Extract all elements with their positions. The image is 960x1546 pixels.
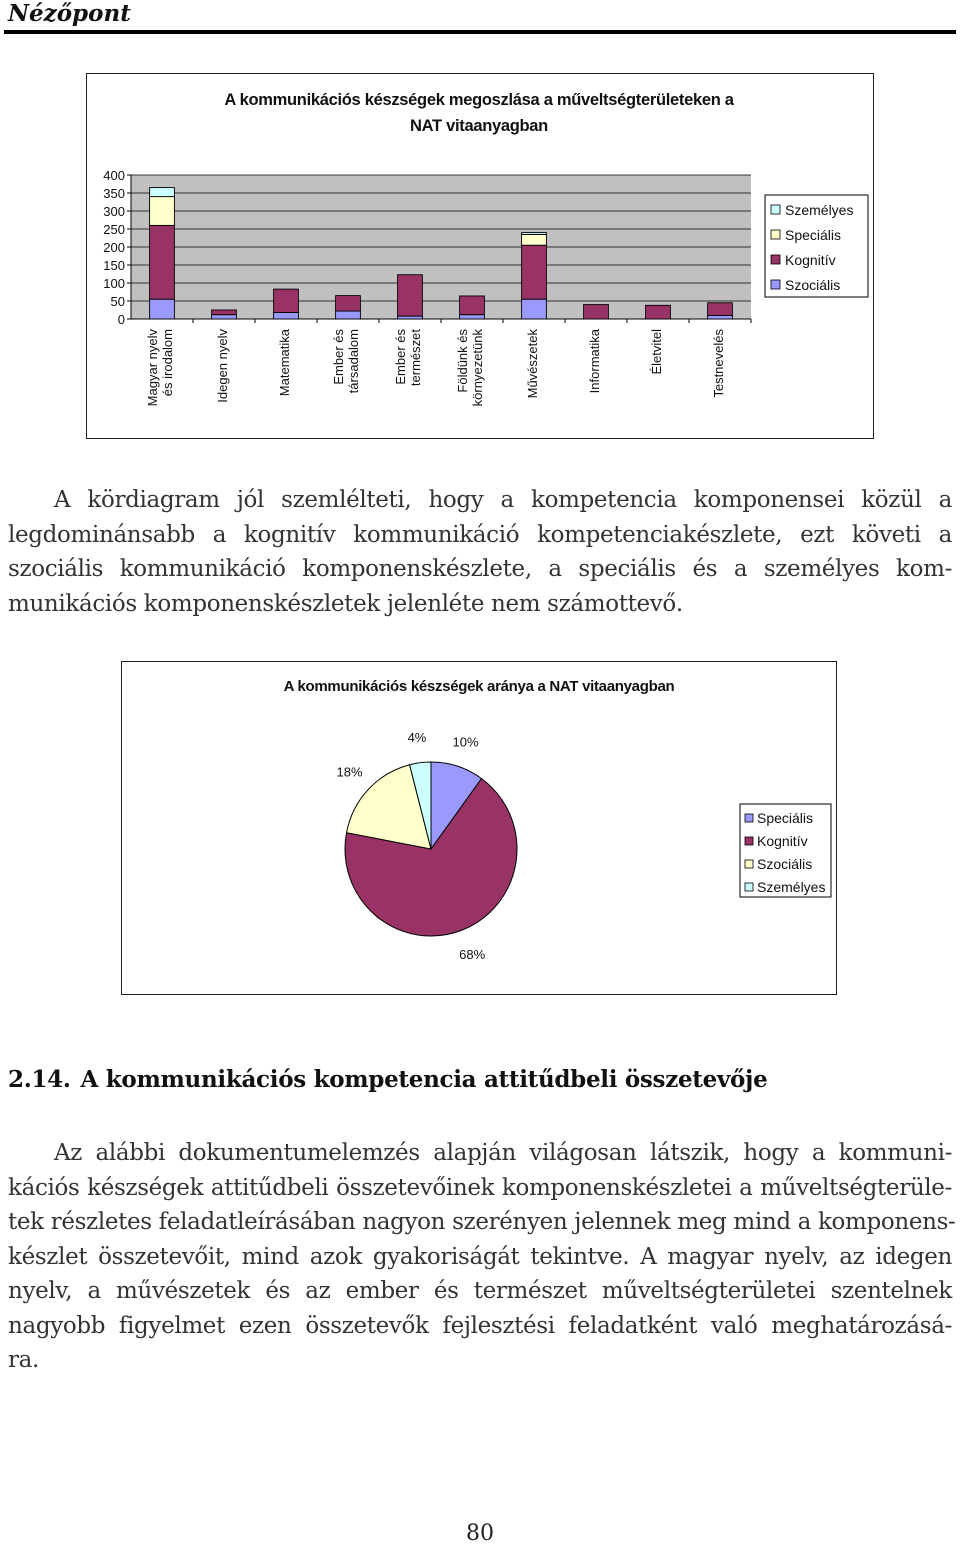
running-header-title: Nézőpont xyxy=(8,0,131,27)
paragraph-line: munikációs komponenskészletek jelenléte nem számottevő. xyxy=(8,590,683,617)
x-tick-label: környezetünk xyxy=(470,329,485,407)
pie-chart-title: A kommunikációs készségek aránya a NAT vitaanyagban xyxy=(283,678,675,695)
x-tick-label: Idegen nyelv xyxy=(215,329,230,403)
legend-label: Speciális xyxy=(785,227,842,243)
legend-label: Személyes xyxy=(757,879,826,895)
bar-segment xyxy=(212,315,237,319)
y-tick-label: 0 xyxy=(117,312,125,327)
y-tick-label: 100 xyxy=(103,276,125,291)
section-number: 2.14. xyxy=(8,1066,71,1093)
header-rule xyxy=(4,30,956,34)
pie-data-label: 4% xyxy=(407,729,427,745)
legend-swatch xyxy=(745,883,753,891)
legend-swatch xyxy=(745,814,753,822)
bar-segment xyxy=(708,303,733,316)
pie-chart-slices xyxy=(345,762,517,936)
paragraph-line: ra. xyxy=(8,1347,39,1373)
legend-label: Kognitív xyxy=(785,252,836,268)
bar-segment xyxy=(336,296,361,311)
legend-label: Kognitív xyxy=(757,833,808,849)
bar-segment xyxy=(646,305,671,319)
x-tick-label: Ember és xyxy=(393,329,408,385)
y-tick-label: 250 xyxy=(103,222,125,237)
pie-chart-legend xyxy=(740,804,831,897)
legend-swatch xyxy=(745,837,753,845)
paragraph-line: nagyobb figyelmet ezen összetevők fejlesztési feladatként való meghatározásá- xyxy=(8,1312,952,1339)
legend-label: Szociális xyxy=(785,277,841,293)
bar-segment xyxy=(708,315,733,319)
pie-data-label: 18% xyxy=(336,764,363,780)
bar-title-line: NAT vitaanyagban xyxy=(410,117,548,135)
legend-swatch xyxy=(771,230,780,239)
y-tick-label: 200 xyxy=(103,240,125,255)
bar-segment xyxy=(522,299,547,319)
legend-label: Szociális xyxy=(757,856,813,872)
bar-segment xyxy=(212,310,237,315)
paragraph-line: A kördiagram jól szemlélteti, hogy a kompetencia komponensei közül a xyxy=(54,487,952,513)
legend-label: Személyes xyxy=(785,202,854,218)
bar-segment xyxy=(522,245,547,299)
section-heading xyxy=(8,1066,777,1093)
paragraph-line: Az alábbi dokumentumelemzés alapján világosan látszik, hogy a kommuni- xyxy=(54,1140,952,1166)
paragraph-line: kációs készségek attitűdbeli összetevőinek komponenskészletei a műveltségterüle- xyxy=(8,1174,952,1201)
x-tick-label: természet xyxy=(408,329,423,387)
legend-swatch xyxy=(745,860,753,868)
pie-chart xyxy=(122,662,836,994)
legend-swatch xyxy=(771,205,780,214)
legend-label: Speciális xyxy=(757,810,814,826)
bar-segment xyxy=(336,311,361,319)
bar-segment xyxy=(522,233,547,235)
bar-chart-title xyxy=(224,91,734,135)
x-tick-label: társadalom xyxy=(346,329,361,394)
paragraph-line: nyelv, a művészetek és az ember és természet műveltségterületei szentelnek xyxy=(8,1278,952,1304)
bar-segment xyxy=(460,296,485,315)
bar-segment xyxy=(274,313,299,319)
x-tick-label: Ember és xyxy=(331,329,346,385)
paragraph-line: legdominánsabb a kognitív kommunikáció kompetenciakészlete, ezt követi a xyxy=(8,521,952,548)
paragraph-line: szociális kommunikáció komponenskészlete, a speciális és a személyes kom- xyxy=(8,556,952,582)
x-tick-label: Művészetek xyxy=(525,329,540,399)
y-tick-label: 150 xyxy=(103,258,125,273)
section-title: A kommunikációs kompetencia attitűdbeli összetevője xyxy=(80,1066,768,1093)
pie-chart-frame xyxy=(121,661,837,995)
bar-segment xyxy=(398,275,423,316)
y-tick-label: 300 xyxy=(103,204,125,219)
pie-data-label: 68% xyxy=(459,947,486,963)
page-number: 80 xyxy=(466,1521,494,1546)
bar-segment xyxy=(584,305,609,319)
bar-segment xyxy=(274,289,299,312)
paragraph-line: tek részletes feladatleírásában nagyon szerényen jelennek meg mind a komponens- xyxy=(8,1209,956,1235)
legend-swatch xyxy=(771,280,780,289)
y-tick-label: 50 xyxy=(110,294,125,309)
x-tick-label: Informatika xyxy=(587,329,602,394)
bar-segment xyxy=(460,315,485,319)
legend-swatch xyxy=(771,255,780,264)
x-tick-label: Testnevelés xyxy=(711,329,726,398)
bar-segment xyxy=(150,299,175,319)
x-tick-label: Földünk és xyxy=(455,329,470,393)
pie-data-label: 10% xyxy=(452,734,479,750)
bar-segment xyxy=(150,197,175,226)
x-tick-label: és irodalom xyxy=(160,329,175,397)
bar-chart-plot-area xyxy=(103,168,751,406)
paragraph-pie-interpretation xyxy=(8,483,952,621)
x-tick-label: Matematika xyxy=(277,329,292,397)
bar-chart-frame xyxy=(86,73,874,439)
bar-segment xyxy=(150,225,175,299)
bar-title-line: A kommunikációs készségek megoszlása a műveltségterületeken a xyxy=(224,91,734,109)
bar-chart-legend xyxy=(765,195,868,297)
y-tick-label: 400 xyxy=(103,168,125,183)
x-tick-label: Életvitel xyxy=(649,329,664,375)
bar-chart xyxy=(87,74,873,438)
paragraph-attitude-component xyxy=(8,1136,956,1378)
y-tick-label: 350 xyxy=(103,186,125,201)
x-tick-label: Magyar nyelv xyxy=(145,329,160,407)
bar-segment xyxy=(522,234,547,245)
bar-segment xyxy=(150,188,175,197)
paragraph-line: készlet összetevőit, mind azok gyakoriságát tekintve. A magyar nyelv, az idegen xyxy=(8,1243,952,1270)
